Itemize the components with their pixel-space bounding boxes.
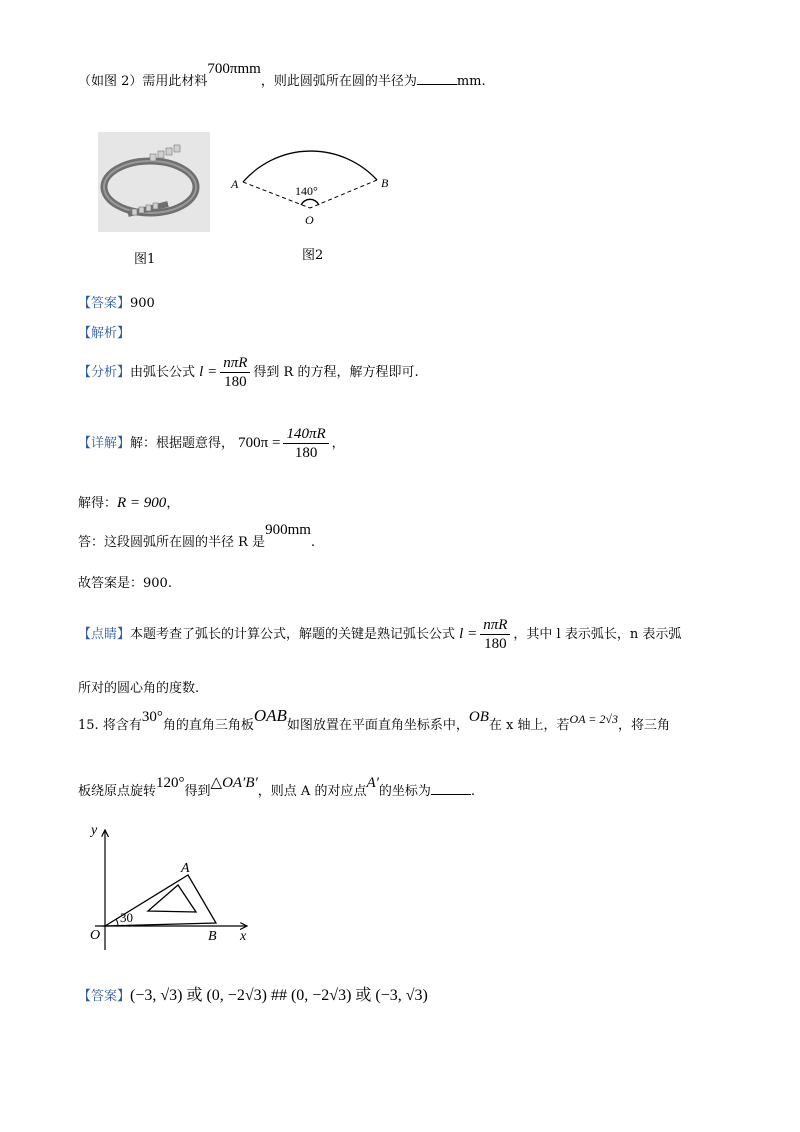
detail-num: 140πR (283, 425, 328, 444)
final-answer-line: 故答案是：900. (78, 576, 172, 591)
q15-answer-tag: 【答案】 (78, 989, 131, 1004)
formula-num: nπR (220, 354, 250, 373)
arc-formula-fraction (220, 354, 250, 391)
detail-tag: 【详解】 (78, 436, 131, 451)
comment-tag: 【点睛】 (78, 627, 131, 642)
figure-1-caption: 图1 (134, 252, 156, 267)
figure-1 (98, 132, 210, 232)
comment-line-2: 所对的圆心角的度数. (78, 681, 200, 696)
q15-text-6: 板绕原点旋转 (78, 784, 157, 799)
q15-text-3: 如图放置在平面直角坐标系中， (286, 718, 469, 733)
analysis-tag: 【解析】 (78, 326, 131, 341)
detail-lhs: 700π = (238, 435, 281, 451)
q15-answer-value: (−3, √3) 或 (0, −2√3) ## (0, −2√3) 或 (−3, √3) (130, 987, 428, 1004)
angle-30-label: 30 (120, 910, 133, 925)
q15-text-5: ，将三角 (618, 718, 671, 733)
fig2-label-a: A (231, 177, 239, 191)
detail-den: 180 (294, 445, 318, 461)
figure-2-caption: 图2 (302, 248, 324, 263)
q15-rotation: 120° (156, 775, 185, 791)
answer-line (78, 292, 155, 311)
solve-text: 解得： (78, 496, 118, 511)
answer-blank (417, 72, 457, 85)
formula-den: 180 (224, 374, 247, 390)
point-b-label: B (208, 929, 217, 944)
q15-text-8: ，则点 A 的对应点 (257, 784, 367, 799)
q15-answer-line (78, 982, 428, 1005)
origin-label: O (90, 928, 101, 943)
q15-line-1 (78, 706, 671, 734)
detail-post: ， (331, 436, 345, 451)
q15-text-1: 将含有 (102, 718, 142, 733)
fenxi-tag: 【分析】 (78, 365, 131, 380)
fig2-label-b: B (381, 176, 389, 190)
fig2-label-o: O (305, 213, 314, 227)
y-axis-label: y (91, 823, 98, 838)
answer-value: 900 (130, 296, 155, 311)
q15-line-2 (78, 775, 476, 800)
q14-text: （如图 2）需用此材料 (78, 74, 208, 89)
comment-post: ，其中 l 表示弧长，n 表示弧 (513, 627, 682, 642)
detail-fraction (283, 425, 328, 462)
x-axis-label: x (240, 929, 247, 944)
coordinate-diagram (85, 822, 260, 952)
comment-l: l = (459, 626, 478, 642)
q15-image-triangle: △OA′B′ (210, 775, 258, 791)
sector-diagram (225, 130, 400, 230)
reply-post: . (310, 535, 316, 550)
point-a-label: A (181, 861, 190, 876)
q14-text-2: ，则此圆弧所在圆的半径为 (260, 74, 417, 89)
fenxi-text: 由弧长公式 (130, 365, 196, 380)
comment-num: nπR (480, 616, 510, 635)
detail-line (78, 425, 345, 462)
q14-tail-line (78, 61, 486, 90)
comment-den: 180 (484, 636, 507, 652)
solve-post: ， (166, 496, 180, 511)
fenxi-post: 得到 R 的方程，解方程即可. (253, 365, 419, 380)
reply-text: 答：这段圆弧所在圆的半径 R 是 (78, 535, 266, 550)
fig2-angle-label: 140° (295, 184, 318, 198)
q15-triangle-name: OAB (253, 706, 287, 725)
figure-2 (225, 130, 400, 230)
q15-angle: 30° (141, 709, 163, 725)
q14-unit: mm. (456, 74, 486, 89)
q15-number: 15. (78, 718, 99, 733)
comment-line (78, 616, 681, 653)
q15-text-7: 得到 (184, 784, 211, 799)
reply-value: 900mm (265, 522, 311, 538)
solve-line (78, 492, 179, 512)
coiled-pipe-image (98, 132, 210, 232)
q15-text-10: . (470, 784, 476, 799)
comment-text: 本题考查了弧长的计算公式，解题的关键是熟记弧长公式 (130, 627, 456, 642)
q15-figure (85, 822, 260, 952)
q15-a-prime: A′ (366, 775, 379, 791)
fenxi-line (78, 354, 419, 391)
comment-fraction (480, 616, 510, 653)
answer-tag: 【答案】 (78, 296, 131, 311)
q15-oa: OA = 2√3 (569, 712, 618, 726)
q14-length: 700πmm (207, 61, 261, 77)
q15-text-2: 角的直角三角板 (162, 718, 254, 733)
detail-text: 解：根据题意得， (130, 436, 235, 451)
q15-answer-blank (431, 782, 471, 795)
solve-eq: R = 900 (117, 495, 167, 511)
q15-text-9: 的坐标为 (378, 784, 431, 799)
q15-text-4: 在 x 轴上，若 (488, 718, 570, 733)
formula-l: l = (199, 364, 218, 380)
q15-ob: OB (468, 709, 489, 725)
reply-line (78, 522, 316, 551)
